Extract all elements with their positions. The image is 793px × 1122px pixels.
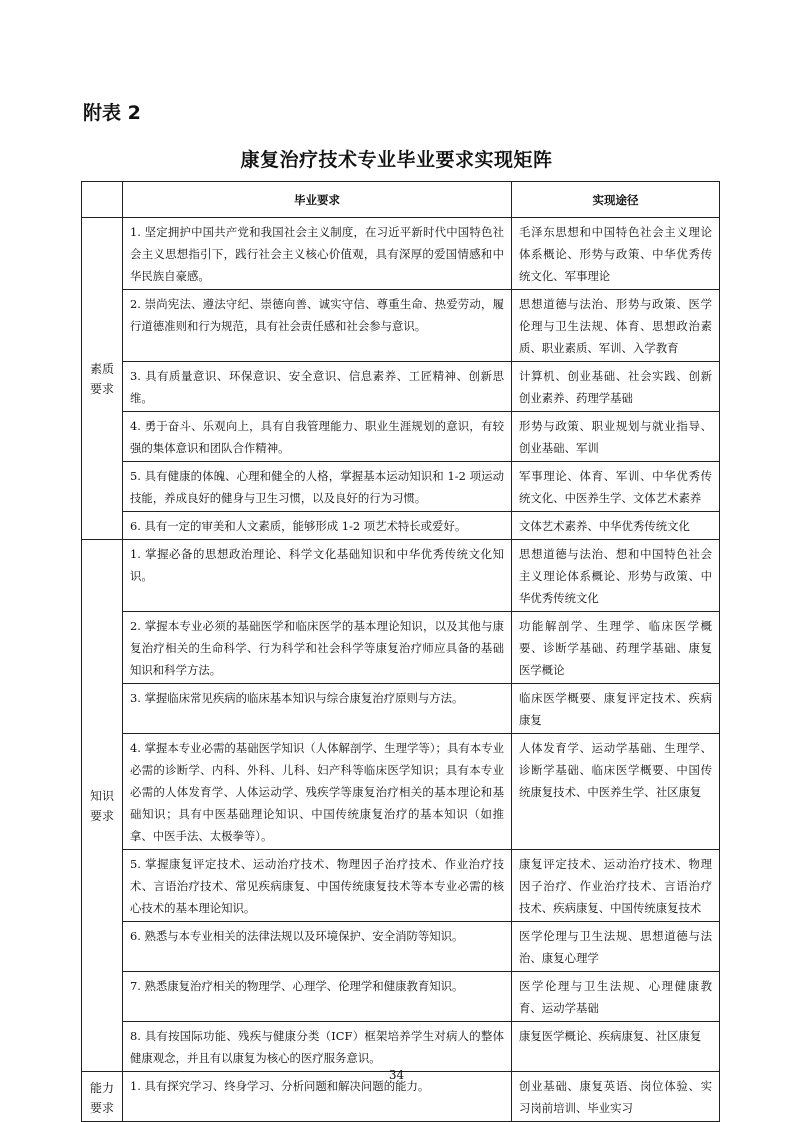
path-header: 实现途径	[512, 182, 720, 218]
path-cell: 医学伦理与卫生法规、心理健康教育、运动学基础	[512, 972, 720, 1022]
path-cell: 康复医学概论、疾病康复、社区康复	[512, 1022, 720, 1072]
appendix-label: 附表 2	[83, 102, 141, 124]
path-cell: 文体艺术素养、中华优秀传统文化	[512, 512, 720, 540]
path-cell: 毛泽东思想和中国特色社会主义理论体系概论、形势与政策、中华优秀传统文化、军事理论	[512, 218, 720, 290]
requirement-cell: 2. 掌握本专业必须的基础医学和临床医学的基本理论知识，以及其他与康复治疗相关的生命科学、行为科学和社会科学等康复治疗师应具备的基础知识和科学方法。	[123, 612, 512, 684]
table-row	[82, 1022, 720, 1072]
table-row	[82, 362, 720, 412]
path-cell: 思想道德与法治、想和中国特色社会主义理论体系概论、形势与政策、中华优秀传统文化	[512, 540, 720, 612]
table-row	[82, 612, 720, 684]
table-row	[82, 290, 720, 362]
table-row	[82, 734, 720, 850]
category-cell: 知识 要求	[82, 540, 123, 1072]
table-body	[82, 218, 720, 1122]
requirement-cell: 3. 具有质量意识、环保意识、安全意识、信息素养、工匠精神、创新思维。	[123, 362, 512, 412]
page-title: 康复治疗技术专业毕业要求实现矩阵	[240, 149, 553, 171]
requirement-cell: 5. 具有健康的体魄、心理和健全的人格，掌握基本运动知识和 1-2 项运动技能，养成良好的健身与卫生习惯，以及良好的行为习惯。	[123, 462, 512, 512]
table-row	[82, 412, 720, 462]
path-cell: 康复评定技术、运动治疗技术、物理因子治疗、作业治疗技术、言语治疗技术、疾病康复、中国传统康复技术	[512, 850, 720, 922]
requirement-cell: 7. 熟悉康复治疗相关的物理学、心理学、伦理学和健康教育知识。	[123, 972, 512, 1022]
category-cell: 素质 要求	[82, 218, 123, 540]
page-number: 34	[388, 1068, 405, 1082]
path-cell: 人体发育学、运动学基础、生理学、诊断学基础、临床医学概要、中国传统康复技术、中医养生学、社区康复	[512, 734, 720, 850]
category-cell: 能力 要求	[82, 1072, 123, 1122]
requirements-matrix-table	[81, 181, 720, 1122]
requirement-cell: 2. 崇尚宪法、遵法守纪、崇德向善、诚实守信、尊重生命、热爱劳动，履行道德准则和行为规范，具有社会责任感和社会参与意识。	[123, 290, 512, 362]
table-row	[82, 850, 720, 922]
path-cell: 临床医学概要、康复评定技术、疾病康复	[512, 684, 720, 734]
path-cell: 功能解剖学、生理学、临床医学概要、诊断学基础、药理学基础、康复医学概论	[512, 612, 720, 684]
table-row	[82, 218, 720, 290]
requirement-cell: 4. 勇于奋斗、乐观向上，具有自我管理能力、职业生涯规划的意识，有较强的集体意识和团队合作精神。	[123, 412, 512, 462]
category-header	[82, 182, 123, 218]
requirement-cell: 4. 掌握本专业必需的基础医学知识（人体解剖学、生理学等）；具有本专业必需的诊断学、内科、外科、儿科、妇产科等临床医学知识；具有本专业必需的人体发育学、人体运动学、残疾学等康复治疗相关的基本理论和基础知识；具有中医基础理论知识、中国传统康复治疗的基本知识（如推拿、中医手法、太极拳等）。	[123, 734, 512, 850]
requirement-cell: 8. 具有按国际功能、残疾与健康分类（ICF）框架培养学生对病人的整体健康观念，并且有以康复为核心的医疗服务意识。	[123, 1022, 512, 1072]
requirement-cell: 6. 具有一定的审美和人文素质，能够形成 1-2 项艺术特长或爱好。	[123, 512, 512, 540]
requirement-header: 毕业要求	[123, 182, 512, 218]
path-cell: 军事理论、体育、军训、中华优秀传统文化、中医养生学、文体艺术素养	[512, 462, 720, 512]
path-cell: 计算机、创业基础、社会实践、创新创业素养、药理学基础	[512, 362, 720, 412]
table-row	[82, 922, 720, 972]
path-cell: 医学伦理与卫生法规、思想道德与法治、康复心理学	[512, 922, 720, 972]
requirement-cell: 1. 具有探究学习、终身学习、分析问题和解决问题的能力。	[123, 1072, 512, 1122]
table-row	[82, 512, 720, 540]
table-header-row	[82, 182, 720, 218]
requirement-cell: 1. 坚定拥护中国共产党和我国社会主义制度，在习近平新时代中国特色社会主义思想指引下，践行社会主义核心价值观，具有深厚的爱国情感和中华民族自豪感。	[123, 218, 512, 290]
table-row	[82, 972, 720, 1022]
table-row	[82, 540, 720, 612]
path-cell: 思想道德与法治、形势与政策、医学伦理与卫生法规、体育、思想政治素质、职业素质、军训、入学教育	[512, 290, 720, 362]
requirement-cell: 6. 熟悉与本专业相关的法律法规以及环境保护、安全消防等知识。	[123, 922, 512, 972]
path-cell: 创业基础、康复英语、岗位体验、实习岗前培训、毕业实习	[512, 1072, 720, 1122]
requirement-cell: 3. 掌握临床常见疾病的临床基本知识与综合康复治疗原则与方法。	[123, 684, 512, 734]
requirement-cell: 1. 掌握必备的思想政治理论、科学文化基础知识和中华优秀传统文化知识。	[123, 540, 512, 612]
path-cell: 形势与政策、职业规划与就业指导、创业基础、军训	[512, 412, 720, 462]
requirement-cell: 5. 掌握康复评定技术、运动治疗技术、物理因子治疗技术、作业治疗技术、言语治疗技术、常见疾病康复、中国传统康复技术等本专业必需的核心技术的基本理论知识。	[123, 850, 512, 922]
table-row	[82, 684, 720, 734]
table-row	[82, 462, 720, 512]
